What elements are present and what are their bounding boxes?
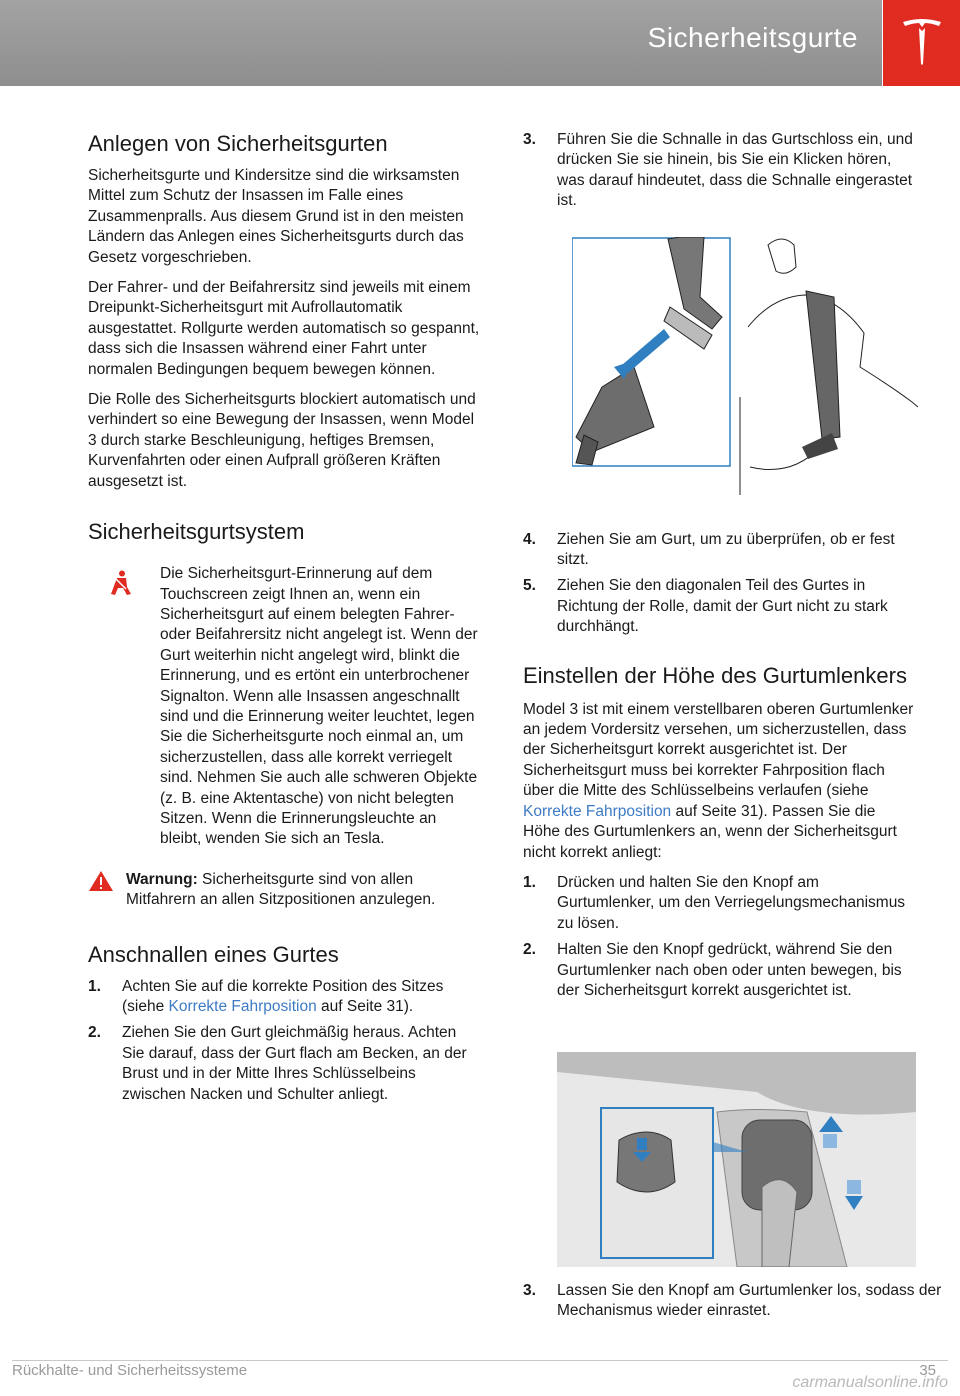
step-text: auf Seite 31). [316, 998, 414, 1015]
step-number: 2. [523, 941, 536, 959]
list-item [88, 1023, 480, 1105]
seatbelt-reminder-note [88, 564, 480, 850]
list-item [523, 940, 915, 1001]
paragraph-text: auf Seite 31). Passen Sie die Höhe des Gurtumlenkers an, wenn der Sicherheitsgurt nicht korrekt anliegt: [523, 802, 897, 861]
footer-section-title: Rückhalte- und Sicherheitssysteme [12, 1362, 248, 1379]
watermark: carmanualsonline.info [792, 1374, 948, 1391]
note-text: Die Sicherheitsgurt-Erinnerung auf dem Touchscreen zeigt Ihnen an, wenn ein Sicherheitsgurt auf einem belegten Fahrer- oder Beifahrersitz nicht angelegt ist. Wenn der Gurt weiterhin nicht angelegt wird, blinkt die Erinnerung, und es ertönt ein unterbrochener Signalton. Wenn alle Insassen angeschnallt sind und die Erinnerung weiter leuchtet, legen Sie die Sicherheitsgurte noch einmal an, um sicherzustellen, dass alle korrekt verriegelt sind. Nehmen Sie auch alle schweren Objekte (z. B. eine Aktentasche) von nicht belegten Sitzen. Wenn die Erinnerungsleuchte an bleibt, wenden Sie sich an Tesla. [160, 565, 478, 848]
page-title: Sicherheitsgurte [647, 22, 858, 53]
page-header [0, 0, 882, 86]
step-text: Drücken und halten Sie den Knopf am Gurtumlenker, um den Verriegelungsmechanismus zu lösen. [557, 873, 906, 932]
step-text: Lassen Sie den Knopf am Gurtumlenker los, sodass der Mechanismus wieder einrastet. [557, 1282, 942, 1320]
step-number: 3. [523, 1282, 536, 1299]
step-number: 4. [523, 530, 536, 548]
height-adjuster-illustration [557, 1052, 916, 1267]
link-korrekte-fahrposition[interactable]: Korrekte Fahrposition [168, 998, 317, 1015]
paragraph: Die Rolle des Sicherheitsgurts blockiert automatisch und verhindert so eine Bewegung der Insassen, wenn Model 3 durch starke Beschleunigung, heftiges Bremsen, Kurvenfahrten oder einen Aufprall größeren Kräften ausgesetzt ist. [88, 391, 476, 490]
step-number: 5. [523, 577, 536, 595]
list-item [523, 530, 915, 571]
list-item [88, 977, 480, 1018]
step-number: 2. [88, 1024, 101, 1042]
paragraph: Sicherheitsgurte und Kindersitze sind die wirksamsten Mittel zum Schutz der Insassen im Falle eines Zusammenpralls. Aus diesem Grund ist in den meisten Ländern das Anlegen eines Sicherheitsgurts durch das Gesetz vorgeschrieben. [88, 167, 464, 266]
list-item [523, 873, 915, 934]
step-text: Achten Sie auf die korrekte Position des Sitzes (siehe [122, 977, 444, 1015]
heading-anlegen: Anlegen von Sicherheitsgurten [88, 131, 388, 156]
step-text: Ziehen Sie am Gurt, um zu überprüfen, ob er fest sitzt. [557, 530, 895, 569]
page-number: 35 [919, 1362, 936, 1379]
step-number: 3. [523, 131, 536, 148]
link-korrekte-fahrposition[interactable]: Korrekte Fahrposition [523, 802, 672, 820]
heading-anschnallen: Anschnallen eines Gurtes [88, 941, 339, 967]
list-item [523, 130, 915, 212]
step-text: Ziehen Sie den diagonalen Teil des Gurtes in Richtung der Rolle, damit der Gurt nicht zu stark durchhängt. [557, 577, 888, 636]
brand-logo [883, 0, 960, 86]
list-item [523, 1281, 949, 1322]
warning-text: Sicherheitsgurte sind von allen Mitfahrern an allen Sitzpositionen anzulegen. [126, 870, 436, 909]
buckle-insertion-illustration [572, 237, 918, 495]
step-number: 1. [88, 977, 101, 995]
step-text: Halten Sie den Knopf gedrückt, während Sie den Gurtumlenker nach oben oder unten bewegen, bis der Sicherheitsgurt korrekt ausgerichtet ist. [557, 941, 902, 999]
warning-box [88, 870, 480, 911]
list-item [523, 576, 915, 637]
tesla-logo-icon [901, 18, 943, 66]
heading-gurtumlenker: Einstellen der Höhe des Gurtumlenkers [523, 662, 907, 688]
heading-gurtsystem: Sicherheitsgurtsystem [88, 519, 305, 545]
left-column [88, 130, 480, 1105]
paragraph [523, 700, 915, 863]
paragraph: Der Fahrer- und der Beifahrersitz sind jeweils mit einem Dreipunkt-Sicherheitsgurt mit Aufrollautomatik ausgestattet. Rollgurte werden automatisch so gespannt, dass sich die Insassen während einer Fahrt unter normalen Bedingungen bequem bewegen können. [88, 279, 480, 378]
warning-label: Warnung: [126, 870, 198, 888]
warning-triangle-icon [88, 870, 114, 898]
step-text: Führen Sie die Schnalle in das Gurtschloss ein, und drücken Sie sie hinein, bis Sie ein Klicken hören, was darauf hindeutet, dass die Schnalle eingerastet ist. [557, 131, 913, 210]
paragraph-text: Model 3 ist mit einem verstellbaren oberen Gurtumlenker an jedem Vordersitz versehen, um sicherzustellen, dass der Sicherheitsgurt korrekt ausgerichtet ist. Der Sicherheitsgurt muss bei korrekter Fahrposition flach über die Mitte des Schlüsselbeins verlaufen (siehe [523, 700, 914, 800]
step-text: Ziehen Sie den Gurt gleichmäßig heraus. Achten Sie darauf, dass der Gurt flach am Becken, an der Brust und in der Mitte Ihres Schlüsselbeins zwischen Nacken und Schulter anliegt. [122, 1024, 467, 1103]
step-number: 1. [523, 873, 536, 891]
seatbelt-warning-icon [110, 570, 132, 602]
footer-divider [12, 1360, 948, 1361]
